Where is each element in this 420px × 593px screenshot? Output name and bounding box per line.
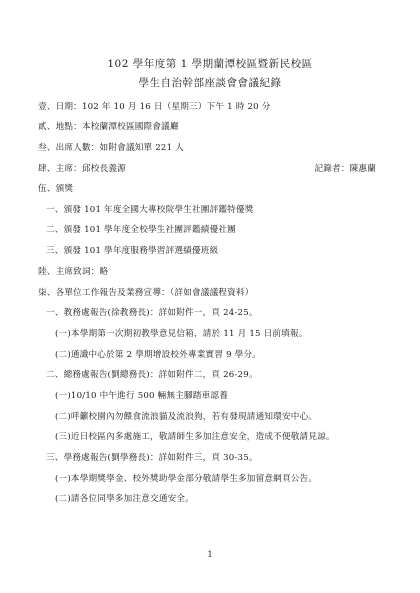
report-section: 一、教務處報告(徐教務長)：詳如附件一，頁 24-25。 (46, 308, 258, 318)
report-section: 二、總務處報告(劉總務長)：詳如附件二，頁 26-29。 (46, 370, 258, 380)
reports-heading: 柒、各單位工作報告及業務宣導：（詳如會議議程資料） (38, 288, 254, 298)
report-item: (二)通識中心於第 2 學期增設校外專業實習 9 學分。 (55, 350, 262, 360)
meeting-attendees: 叁、出席人數：如附會議知單 221 人 (38, 143, 184, 153)
report-item: (一)本學期獎學金、校外獎助學金部分敬請學生多加留意網頁公告。 (55, 474, 318, 484)
report-item: (三)近日校區內多處施工，敬請師生多加注意安全，造成不便敬請見諒。 (55, 432, 335, 442)
report-item: (一)本學期第一次期初教學意見信箱，請於 11 月 15 日前填報。 (55, 329, 308, 339)
document-title-line-2: 學生自治幹部座談會會議紀錄 (138, 77, 282, 89)
meeting-date: 壹、日期：102 年 10 月 16 日（星期三）下午 1 時 20 分 (38, 102, 271, 112)
awards-heading: 伍、頒獎 (38, 184, 74, 194)
report-item: (二)呼籲校園內勿餵食流浪貓及流浪狗，若有發現請通知環安中心。 (55, 412, 318, 422)
award-item: 三、頒發 101 學年度服務學習評選績優班級 (46, 246, 219, 256)
chair-speech: 陸、主席致詞：略 (38, 267, 109, 277)
meeting-chair-row (38, 163, 420, 175)
report-item: (二)請各位同學多加注意交通安全。 (55, 494, 195, 504)
meeting-location: 貳、地點：本校蘭潭校區國際會議廳 (38, 122, 179, 132)
page-number: 1 (207, 550, 213, 559)
award-item: 一、頒發 101 年度全國大專校院學生社團評鑑特優獎 (46, 205, 254, 215)
document-title-line-1: 102 學年度第 1 學期蘭潭校區暨新民校區 (107, 58, 313, 70)
meeting-chair: 肆、主席：邱校長義源 (38, 164, 126, 174)
meeting-recorder: 記錄者：陳惠蘭 (314, 164, 376, 174)
award-item: 二、頒發 101 學年度全校學生社團評鑑績優社團 (46, 225, 236, 235)
report-section: 三、學務處報告(劉學務長)：詳如附件三，頁 30-35。 (46, 453, 258, 463)
report-item: (一)10/10 中午進行 500 輛無主腳踏車認養 (55, 391, 228, 401)
